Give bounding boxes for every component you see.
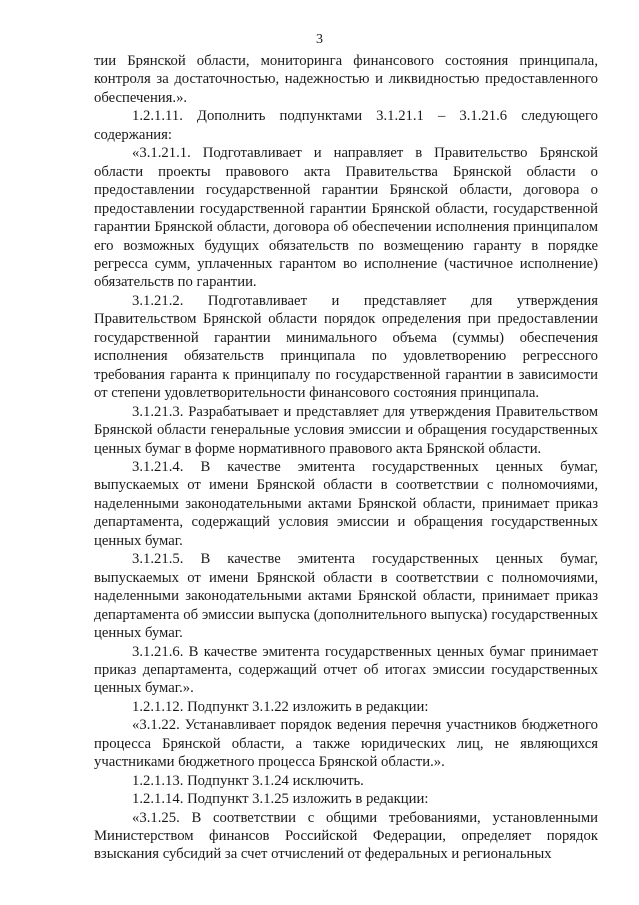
paragraph-1-2-1-13: 1.2.1.13. Подпункт 3.1.24 исключить.: [132, 772, 364, 789]
paragraph-3-1-21-4: 3.1.21.4. В качестве эмитента государственных ценных бумаг, выпускаемых от имени Брянской области в соответствии с полномочиями, наделенными законодательными актами Брянской области, принимает приказ департамента, содержащий условия эмиссии и обращения государственных ценных бумаг.: [94, 458, 598, 549]
paragraph-3-1-25: «3.1.25. В соответствии с общими требованиями, установленными Министерством финансов Российской Федерации, определяет порядок взыскания субсидий за счет отчислений от федеральных и региональных: [94, 809, 598, 863]
paragraph-3-1-21-1: «3.1.21.1. Подготавливает и направляет в Правительство Брянской области проекты правового акта Правительства Брянской области о предоставлении государственной гарантии Брянской области, договора о предоставлении государственной гарантии Брянской области, государственной гарантии Брянской области, договора об обеспечении исполнения принципалом его возможных будущих обязательств по возмещению гаранту в порядке регресса сумм, уплаченных гарантом во исполнение (частичное исполнение) обязательств по гарантии.: [94, 145, 598, 291]
paragraph-3-1-21-3: 3.1.21.3. Разрабатывает и представляет для утверждения Правительством Брянской области генеральные условия эмиссии и обращения государственных ценных бумаг в форме нормативного правового акта Брянской области.: [94, 403, 598, 457]
paragraph-3-1-21-6: 3.1.21.6. В качестве эмитента государственных ценных бумаг принимает приказ департамента, содержащий отчет об итогах эмиссии государственных ценных бумаг.».: [94, 643, 598, 697]
paragraph-3-1-21-2: 3.1.21.2. Подготавливает и представляет для утверждения Правительством Брянской области порядок определения при предоставлении государственной гарантии минимального объема (суммы) обеспечения исполнения обязательств принципала по удовлетворению регрессного требования гаранта к принципалу по государственной гарантии в зависимости от степени удовлетворительности финансового состояния принципала.: [94, 292, 598, 402]
paragraph-1-2-1-12: 1.2.1.12. Подпункт 3.1.22 изложить в редакции:: [132, 698, 429, 715]
paragraph-3-1-21-5: 3.1.21.5. В качестве эмитента государственных ценных бумаг, выпускаемых от имени Брянской области в соответствии с полномочиями, наделенными законодательными актами Брянской области, принимает приказ департамента об эмиссии выпуска (дополнительного выпуска) государственных ценных бумаг.: [94, 551, 598, 642]
paragraph-3-1-22: «3.1.22. Устанавливает порядок ведения перечня участников бюджетного процесса Брянской области, а также юридических лиц, не являющихся участниками бюджетного процесса Брянской области.».: [94, 717, 598, 771]
page-number: 3: [316, 32, 323, 47]
paragraph-continuation: тии Брянской области, мониторинга финансового состояния принципала, контроля за достаточностью, надежностью и ликвидностью предоставленного обеспечения.».: [94, 53, 598, 106]
document-body: [94, 52, 598, 864]
paragraph-1-2-1-11: 1.2.1.11. Дополнить подпунктами 3.1.21.1 – 3.1.21.6 следующего содержания:: [94, 108, 598, 143]
paragraph-1-2-1-14: 1.2.1.14. Подпункт 3.1.25 изложить в редакции:: [132, 791, 429, 808]
